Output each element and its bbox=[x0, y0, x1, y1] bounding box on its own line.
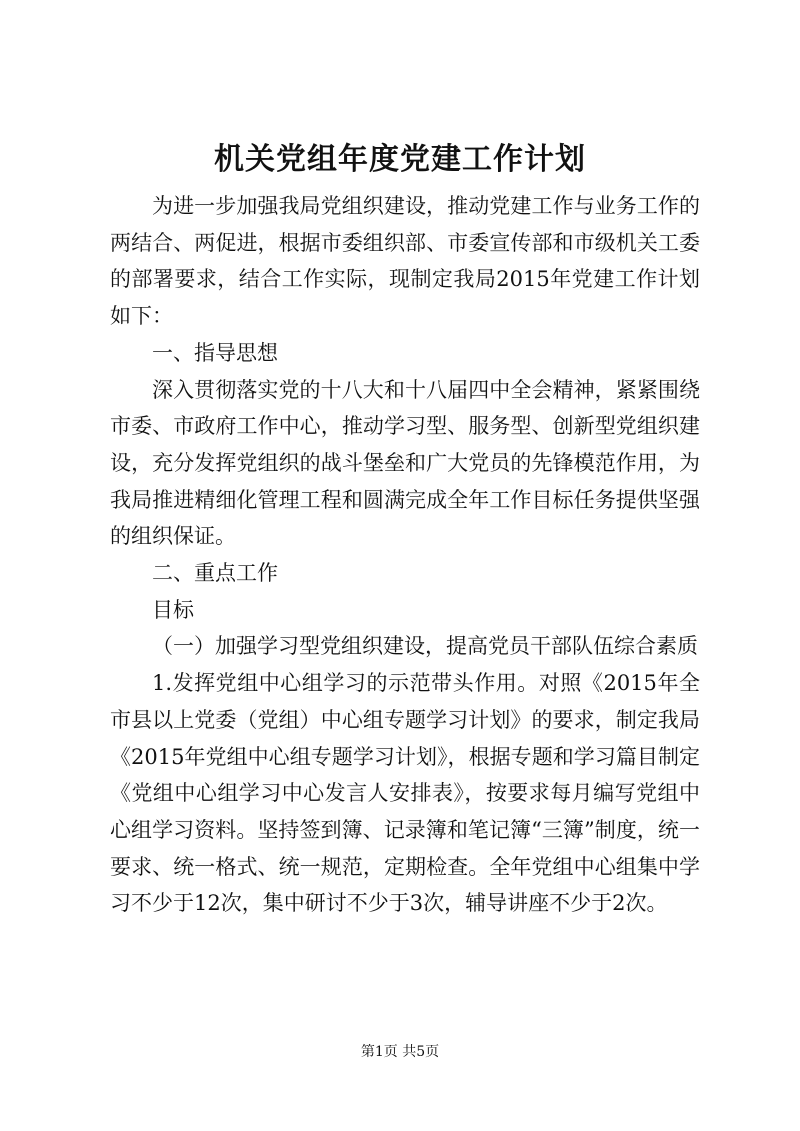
document-body bbox=[110, 188, 700, 922]
document-title: 机关党组年度党建工作计划 bbox=[214, 142, 586, 177]
subsection-heading: （一）加强学习型党组织建设，提高党员干部队伍综合素质 bbox=[152, 634, 698, 659]
intro-paragraph: 为进一步加强我局党组织建设，推动党建工作与业务工作的两结合、两促进，根据市委组织部、市委宣传部和市级机关工委的部署要求，结合工作实际，现制定我局2015年党建工作计划如下： bbox=[110, 194, 700, 329]
page-footer: 第1页 共5页 bbox=[360, 1044, 440, 1060]
section-heading: 一、指导思想 bbox=[152, 340, 278, 365]
section-heading: 二、重点工作 bbox=[152, 561, 278, 586]
body-paragraph: 深入贯彻落实党的十八大和十八届四中全会精神，紧紧围绕市委、市政府工作中心，推动学习型、服务型、创新型党组织建设，充分发挥党组织的战斗堡垒和广大党员的先锋模范作用，为我局推进精细化管理工程和圆满完成全年工作目标任务提供坚强的组织保证。 bbox=[110, 377, 700, 549]
body-paragraph: 1.发挥党组中心组学习的示范带头作用。对照《2015年全市县以上党委（党组）中心组专题学习计划》的要求，制定我局《2015年党组中心组专题学习计划》，根据专题和学习篇目制定《党组中心组学习中心发言人安排表》，按要求每月编写党组中心组学习资料。坚持签到簿、记录簿和笔记簿“三簿”制度，统一要求、统一格式、统一规范，定期检查。全年党组中心组集中学习不少于12次，集中研讨不少于3次，辅导讲座不少于2次。 bbox=[110, 671, 700, 916]
subheading: 目标 bbox=[152, 597, 194, 622]
